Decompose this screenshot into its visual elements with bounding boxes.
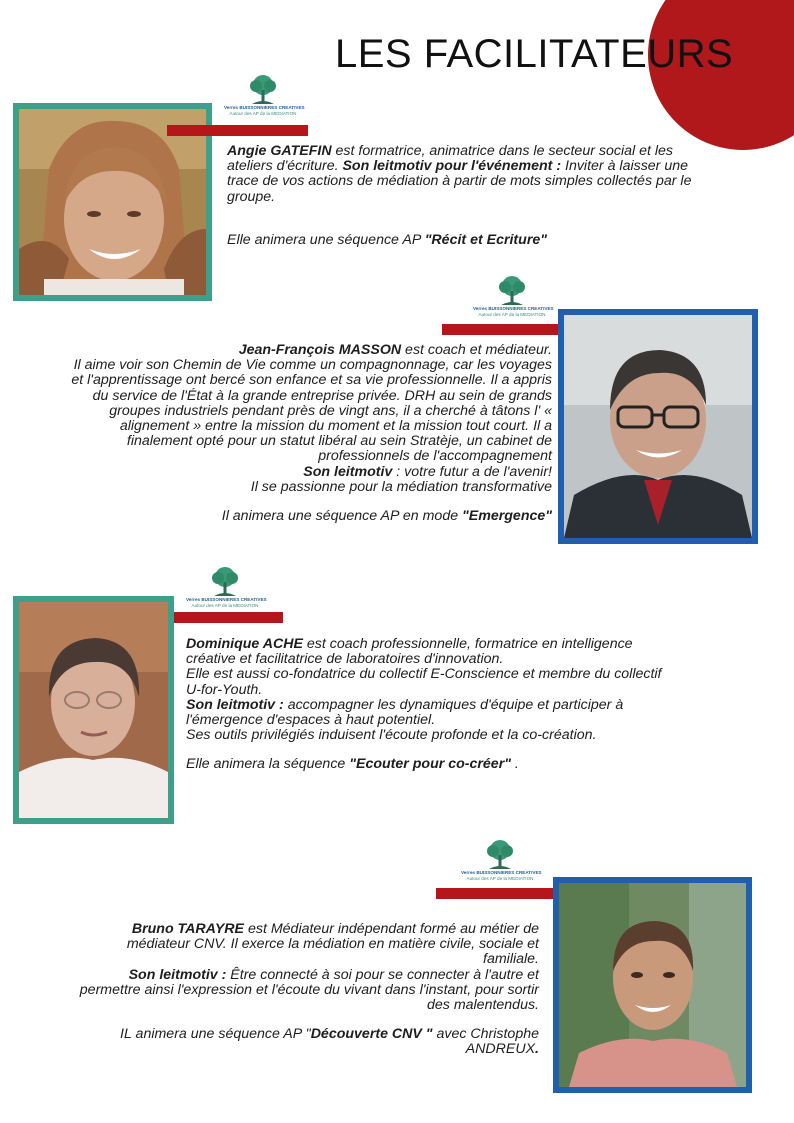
- logo-line-1: Verres BUISSONNIERES CREATIVES: [473, 306, 554, 311]
- tree-icon: [210, 566, 240, 598]
- session-prefix: Elle animera la séquence: [186, 756, 350, 773]
- session-title: "Ecouter pour co-créer": [349, 756, 511, 773]
- event-logo: [186, 566, 267, 612]
- tree-icon: [485, 839, 515, 871]
- facilitator-name: Angie GATEFIN: [227, 143, 332, 159]
- intro-text: est formatrice, animatrice dans le secteur social et les ateliers d'écriture.: [227, 143, 674, 175]
- session-end: .: [535, 1041, 539, 1058]
- facilitator-name: Jean-François MASSON: [238, 342, 402, 358]
- logo-line-1: Verres BUISSONNIERES CREATIVES: [224, 105, 305, 110]
- tree-icon: [248, 74, 278, 106]
- bio-jean-francois: [70, 343, 552, 524]
- logo-line-2: Autour des AP de la MEDIATION: [466, 876, 534, 881]
- bio-text: Il aime voir son Chemin de Vie comme un compagnonnage, car les voyages et l'apprentissage ont bercé son enfance et sa vie professionnelle. Il a appris du service de l'État à la grande entreprise privée. DRH au sein de grands groupes industriels pendant près de vingt ans, il a cherché à tâtons l' « alignement » entre la mission du moment et la mission tout court. Il a finalement opté pour un statut libéral au sein Stratèje, un cabinet de professionnels de l'accompagnement: [71, 357, 552, 465]
- passion-text: Il se passionne pour la médiation transformative: [250, 478, 552, 495]
- tree-icon: [497, 275, 527, 307]
- session-title: "Récit et Ecriture": [424, 231, 547, 248]
- session-prefix: IL animera une séquence AP ": [120, 1026, 311, 1043]
- logo-line-1: Verres BUISSONNIERES CREATIVES: [186, 597, 267, 602]
- session-prefix: Elle animera une séquence AP: [227, 231, 425, 248]
- facilitator-name: Dominique ACHE: [186, 636, 303, 652]
- bio-angie: [227, 144, 697, 248]
- event-logo: [461, 839, 542, 885]
- portrait-jean-francois: [558, 309, 758, 544]
- intro-text: est coach et médiateur.: [401, 342, 552, 358]
- session-title: Découverte CNV ": [310, 1026, 433, 1043]
- tools-text: Ses outils privilégiés induisent l'écoute profonde et la co-création.: [186, 727, 597, 744]
- leitmotiv-label: Son leitmotiv :: [128, 966, 227, 983]
- leitmotiv-label: Son leitmotiv pour l'événement :: [342, 158, 562, 175]
- bio-text: Elle est aussi co-fondatrice du collectif E-Conscience et membre du collectif U-for-Youth.: [186, 666, 662, 698]
- intro-text: est coach professionnelle, formatrice en intelligence créative et facilitatrice de laboratoires d'innovation.: [186, 636, 633, 668]
- leitmotiv-text: : votre futur a de l'avenir!: [392, 463, 552, 480]
- bio-dominique: [186, 637, 666, 773]
- bio-bruno: [70, 922, 539, 1058]
- portrait-dominique: [13, 596, 174, 824]
- session-prefix: Il animera une séquence AP en mode: [221, 508, 463, 525]
- leitmotiv-text: Être connecté à soi pour se connecter à l'autre et permettre ainsi l'expression et l'écoute du vivant dans l'instant, pour sortir des malentendus.: [79, 966, 539, 1014]
- leitmotiv-text: Inviter à laisser une trace de vos actions de médiation à partir de mots simples collectés par le groupe.: [227, 158, 692, 205]
- event-logo: [473, 275, 554, 321]
- intro-text: est Médiateur indépendant formé au métier de médiateur CNV. Il exerce la médiation en matière civile, sociale et familiale.: [126, 921, 539, 968]
- portrait-bruno: [553, 877, 752, 1093]
- logo-line-2: Autour des AP de la MEDIATION: [191, 603, 259, 608]
- event-logo: [224, 74, 305, 120]
- session-suffix: .: [510, 756, 519, 773]
- page-title: LES FACILITATEURS: [335, 32, 734, 76]
- facilitator-name: Bruno TARAYRE: [131, 921, 245, 937]
- leitmotiv-label: Son leitmotiv :: [186, 696, 284, 713]
- logo-line-1: Verres BUISSONNIERES CREATIVES: [461, 870, 542, 875]
- session-suffix: avec Christophe ANDREUX: [432, 1026, 539, 1058]
- leitmotiv-label: Son leitmotiv: [303, 463, 393, 480]
- leitmotiv-text: accompagner les dynamiques d'équipe et participer à l'émergence d'espaces à haut potentiel.: [186, 696, 624, 729]
- red-bar: [167, 125, 308, 136]
- logo-line-2: Autour des AP de la MEDIATION: [478, 312, 546, 317]
- session-title: "Emergence": [462, 508, 552, 525]
- logo-line-2: Autour des AP de la MEDIATION: [229, 111, 297, 116]
